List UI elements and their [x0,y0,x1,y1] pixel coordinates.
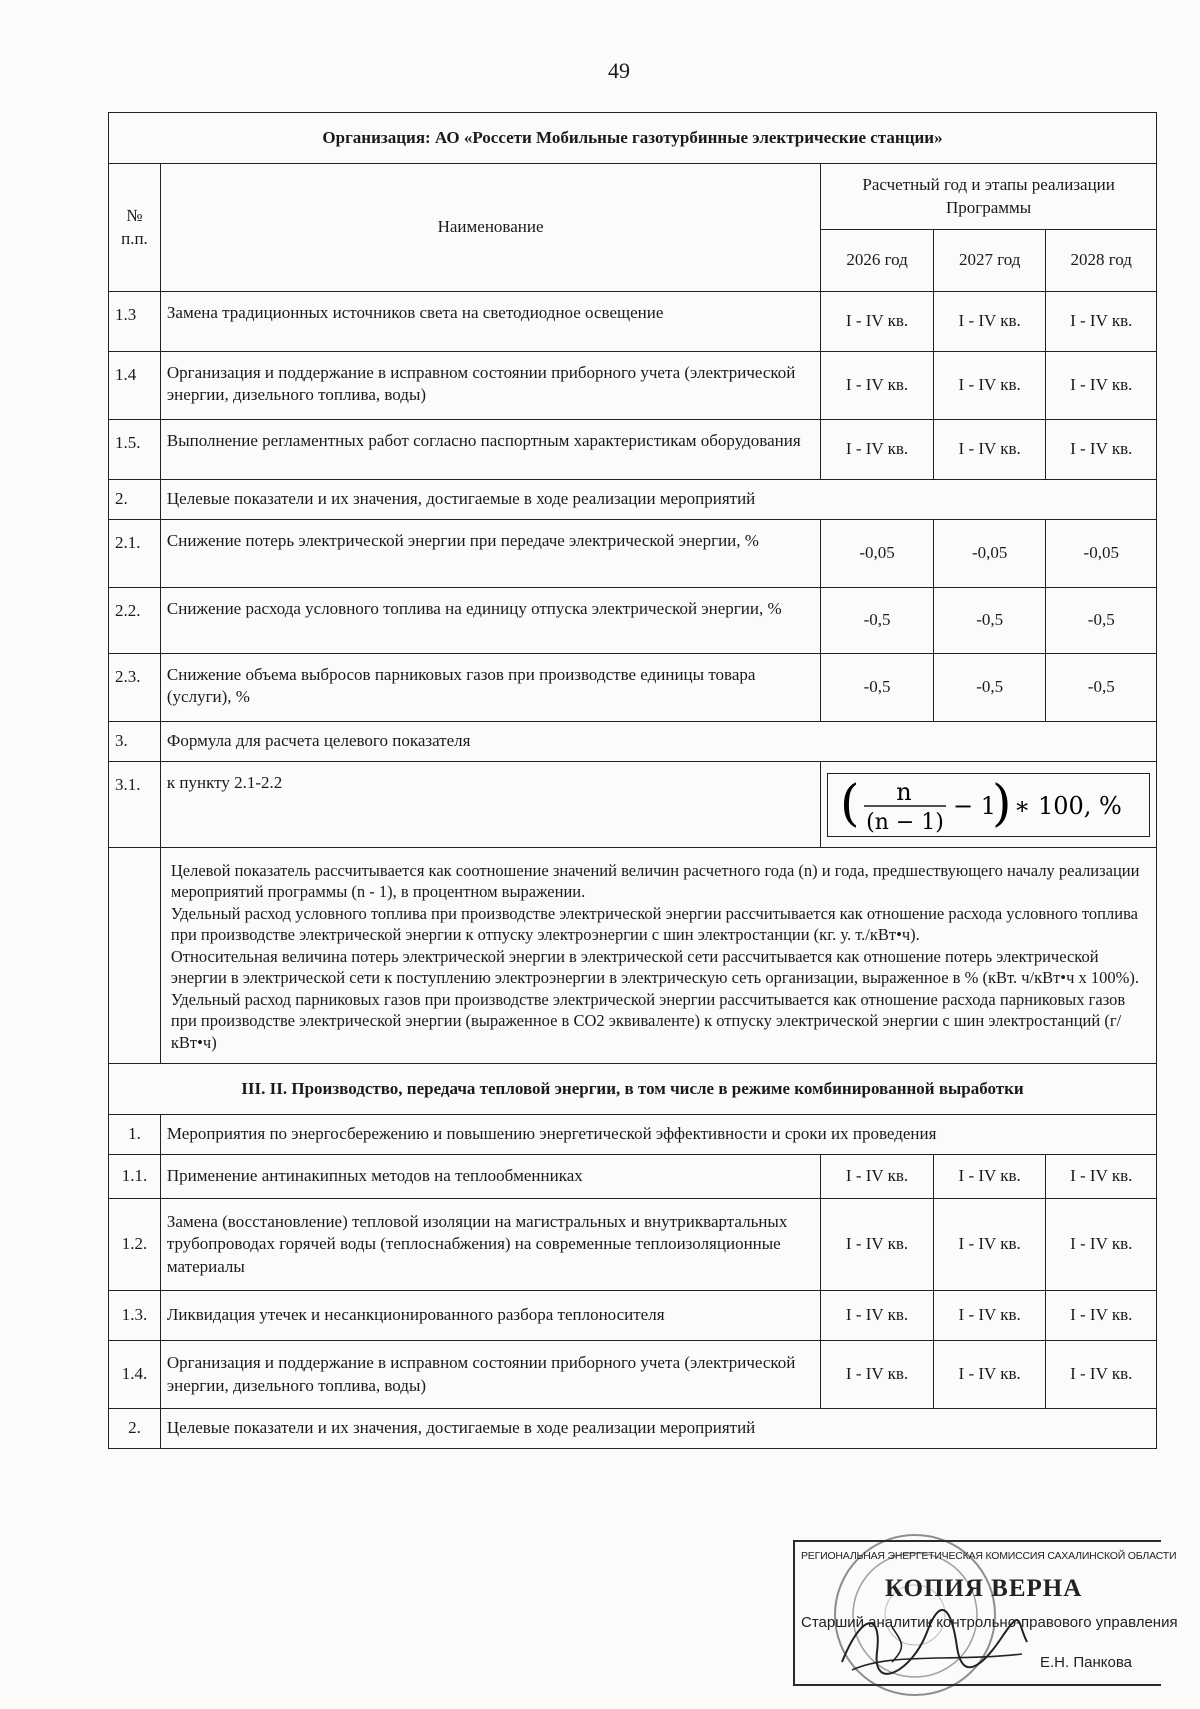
section-title: Целевые показатели и их значения, достигаемые в ходе реализации мероприятий [160,1409,1156,1449]
section-title: Мероприятия по энергосбережению и повышению энергетической эффективности и сроки их проведения [160,1115,1156,1155]
table-row [109,420,1157,480]
row-value: I - IV кв. [1046,352,1157,420]
formula-paren-close: ) [992,773,1012,832]
organization-title: Организация: АО «Россети Мобильные газотурбинные электрические станции» [109,113,1157,164]
section-row [109,1409,1157,1449]
row-name: Выполнение регламентных работ согласно паспортным характеристикам оборудования [160,420,820,480]
section-row [109,1115,1157,1155]
header-period: Расчетный год и этапы реализации Программы [821,164,1157,230]
row-name: Снижение объема выбросов парниковых газов при производстве единицы товара (услуги), % [160,654,820,722]
table-row [109,1291,1157,1341]
row-value: I - IV кв. [933,352,1046,420]
row-value: I - IV кв. [821,352,934,420]
row-value: -0,05 [933,520,1046,588]
row-num: 1.1. [109,1155,161,1199]
row-value: I - IV кв. [821,292,934,352]
row-num: 1.4 [109,352,161,420]
table-row [109,520,1157,588]
row-value: I - IV кв. [933,420,1046,480]
signature-icon [832,1592,1032,1682]
table-row [109,1199,1157,1291]
formula-denominator: (n − 1) [866,809,945,835]
row-value: I - IV кв. [821,1341,934,1409]
section-heading-row [109,1063,1157,1114]
row-num: 1.5. [109,420,161,480]
row-value: -0,5 [933,654,1046,722]
measures-table [108,112,1157,1449]
row-value: -0,5 [1046,654,1157,722]
formula-graphic [828,774,1128,836]
row-value: I - IV кв. [1046,1341,1157,1409]
row-num: 2.2. [109,588,161,654]
formula-minus-one: − 1 [953,791,997,820]
stamp-title: КОПИЯ ВЕРНА [885,1575,1083,1602]
row-value: -0,5 [821,654,934,722]
row-value: I - IV кв. [1046,292,1157,352]
header-num: № п.п. [109,164,161,292]
row-num: 3.1. [109,762,161,848]
row-value: I - IV кв. [1046,1155,1157,1199]
row-value: I - IV кв. [821,1291,934,1341]
description-para: Удельный расход парниковых газов при производстве электрической энергии рассчитывается как отношение расхода парниковых газов при производстве электрической энергии (выраженное в CO2 эквиваленте) к отпуску электрической энергии с шин электростанций (г/кВт•ч) [170,989,1126,1052]
stamp-organization: РЕГИОНАЛЬНАЯ ЭНЕРГЕТИЧЕСКАЯ КОМИССИЯ САХАЛИНСКОЙ ОБЛАСТИ [801,1550,1177,1562]
stamp-signer-name: Е.Н. Панкова [1040,1654,1132,1671]
row-value: -0,5 [821,588,934,654]
row-value: I - IV кв. [933,1155,1046,1199]
table-row [109,1341,1157,1409]
formula-cell [821,762,1157,848]
row-value: I - IV кв. [1046,420,1157,480]
row-value: I - IV кв. [933,1199,1046,1291]
formula-row [109,762,1157,848]
row-value: I - IV кв. [821,420,934,480]
row-num: 1.3 [109,292,161,352]
row-num: 1.2. [109,1199,161,1291]
description [160,848,1156,1064]
table-row [109,292,1157,352]
row-name: Замена (восстановление) тепловой изоляции на магистральных и внутриквартальных трубопроводах горячей воды (теплоснабжения) на современные теплоизоляционные материалы [160,1199,820,1291]
row-name: Снижение расхода условного топлива на единицу отпуска электрической энергии, % [160,588,820,654]
section-title: Формула для расчета целевого показателя [160,722,1156,762]
row-value: I - IV кв. [821,1155,934,1199]
row-num: 2. [109,1409,161,1449]
row-name: к пункту 2.1-2.2 [160,762,820,848]
row-num: 2.3. [109,654,161,722]
row-num: 3. [109,722,161,762]
row-name: Организация и поддержание в исправном состоянии приборного учета (электрической энергии, дизельного топлива, воды) [160,352,820,420]
section-title: Целевые показатели и их значения, достигаемые в ходе реализации мероприятий [160,480,1156,520]
row-num-empty [109,848,161,1064]
header-name: Наименование [160,164,820,292]
formula-times-100: ∗ 100, % [1014,791,1123,820]
row-num: 2.1. [109,520,161,588]
row-name: Применение антинакипных методов на теплообменниках [160,1155,820,1199]
row-num: 2. [109,480,161,520]
stamp-position: Старший аналитик контрольно-правового управления [801,1614,1178,1631]
formula-numerator: n [896,777,912,806]
row-value: -0,05 [1046,520,1157,588]
header-year: 2027 год [933,230,1046,292]
section-row [109,480,1157,520]
section-heading: III. II. Производство, передача тепловой энергии, в том числе в режиме комбинированной выработки [109,1063,1157,1114]
section-row [109,722,1157,762]
row-value: I - IV кв. [933,1341,1046,1409]
page-number: 49 [608,58,630,83]
row-value: I - IV кв. [933,1291,1046,1341]
row-value: -0,5 [933,588,1046,654]
row-name: Снижение потерь электрической энергии при передаче электрической энергии, % [160,520,820,588]
header-year: 2026 год [821,230,934,292]
description-para: Относительная величина потерь электрической энергии в электрической сети рассчитывается как отношение потерь электрической энергии в электрической сети к поступлению электроэнергии в электрическую сеть организации, выраженное в % (кВт. ч/кВт•ч х 100%). [170,946,1139,988]
row-num: 1. [109,1115,161,1155]
row-num: 1.3. [109,1291,161,1341]
table-row [109,654,1157,722]
formula [827,773,1150,837]
row-value: I - IV кв. [1046,1291,1157,1341]
row-value: -0,05 [821,520,934,588]
row-value: I - IV кв. [821,1199,934,1291]
description-row [109,848,1157,1064]
table-row [109,1155,1157,1199]
header-year: 2028 год [1046,230,1157,292]
row-name: Ликвидация утечек и несанкционированного разбора теплоносителя [160,1291,820,1341]
row-value: I - IV кв. [1046,1199,1157,1291]
row-num: 1.4. [109,1341,161,1409]
description-para: Целевой показатель рассчитывается как соотношение значений величин расчетного года (n) и года, предшествующего началу реализации мероприятий программы (n - 1), в процентном выражении. [170,861,1140,902]
row-name: Замена традиционных источников света на светодиодное освещение [160,292,820,352]
row-value: -0,5 [1046,588,1157,654]
table-row [109,352,1157,420]
row-name: Организация и поддержание в исправном состоянии приборного учета (электрической энергии, дизельного топлива, воды) [160,1341,820,1409]
description-para: Удельный расход условного топлива при производстве электрической энергии рассчитывается как отношение расхода условного топлива при производстве электрической энергии к отпуску электроэнергии с шин электростанции (кг. у. т./кВт•ч). [170,903,1138,945]
row-value: I - IV кв. [933,292,1046,352]
table-row [109,588,1157,654]
formula-paren-open: ( [840,773,860,832]
